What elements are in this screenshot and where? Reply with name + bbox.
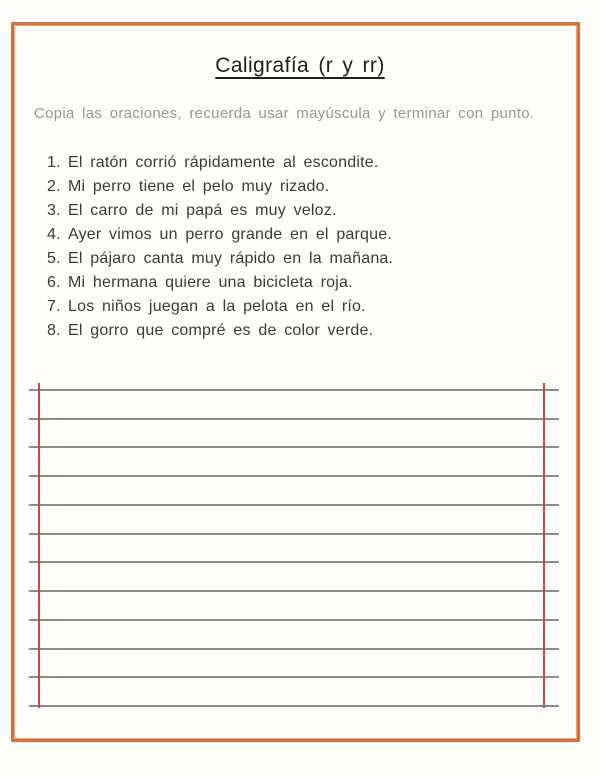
sentence-item: [47, 247, 393, 271]
ruled-line: [29, 648, 559, 650]
right-margin-line: [543, 383, 545, 708]
ruled-line: [29, 418, 559, 420]
sentence-text: Mi hermana quiere una bicicleta roja.: [68, 274, 353, 291]
sentence-number: 5.: [47, 250, 61, 267]
ruled-line: [29, 533, 559, 535]
sentence-number: 6.: [47, 274, 61, 291]
sentence-item: [47, 223, 393, 247]
sentence-item: [47, 151, 393, 175]
ruled-line: [29, 676, 559, 678]
sentence-number: 2.: [47, 178, 61, 195]
ruled-line: [29, 705, 559, 707]
sentence-item: [47, 295, 393, 319]
sentence-number: 3.: [47, 202, 61, 219]
sentence-number: 1.: [47, 154, 61, 171]
sentence-number: 4.: [47, 226, 61, 243]
sentence-text: Mi perro tiene el pelo muy rizado.: [68, 178, 330, 195]
sentence-item: [47, 175, 393, 199]
sentence-item: [47, 319, 393, 343]
sentence-number: 8.: [47, 322, 61, 339]
sentence-text: El carro de mi papá es muy veloz.: [68, 202, 337, 219]
ruled-line: [29, 475, 559, 477]
sentence-text: El ratón corrió rápidamente al escondite.: [68, 154, 379, 171]
ruled-line: [29, 619, 559, 621]
ruled-line: [29, 590, 559, 592]
sentence-item: [47, 271, 393, 295]
writing-area: [29, 389, 559, 707]
sentence-text: El pájaro canta muy rápido en la mañana.: [68, 250, 394, 267]
sentence-number: 7.: [47, 298, 61, 315]
worksheet-title: Caligrafía (r y rr): [215, 54, 385, 77]
ruled-line: [29, 561, 559, 563]
instructions-text: Copia las oraciones, recuerda usar mayúscula y terminar con punto.: [34, 105, 535, 122]
sentence-text: El gorro que compré es de color verde.: [68, 322, 374, 339]
ruled-line: [29, 446, 559, 448]
sentence-item: [47, 199, 393, 223]
ruled-line: [29, 504, 559, 506]
left-margin-line: [38, 383, 40, 708]
sentence-text: Los niños juegan a la pelota en el río.: [68, 298, 366, 315]
ruled-line: [29, 389, 559, 391]
sentence-list: [47, 151, 393, 343]
sentence-text: Ayer vimos un perro grande en el parque.: [68, 226, 392, 243]
